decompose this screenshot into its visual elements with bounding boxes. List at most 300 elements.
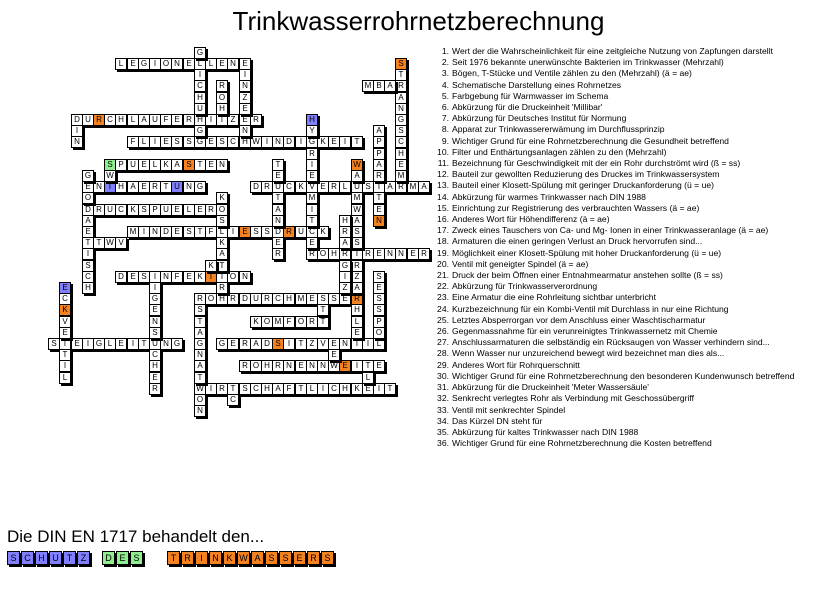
grid-cell[interactable]: T (373, 192, 385, 204)
grid-cell[interactable]: R (250, 114, 262, 126)
grid-cell[interactable]: R (183, 114, 195, 126)
grid-cell[interactable]: H (261, 360, 273, 372)
grid-cell[interactable]: R (395, 181, 407, 193)
grid-cell[interactable]: M (407, 181, 419, 193)
grid-cell[interactable]: T (306, 215, 318, 227)
grid-cell[interactable]: N (272, 215, 284, 227)
grid-cell[interactable]: K (216, 192, 228, 204)
grid-cell[interactable]: S (171, 136, 183, 148)
grid-cell[interactable]: O (82, 192, 94, 204)
grid-cell[interactable]: R (93, 114, 105, 126)
grid-cell[interactable]: R (149, 181, 161, 193)
grid-cell[interactable]: T (194, 226, 206, 238)
grid-cell[interactable]: N (317, 360, 329, 372)
grid-cell[interactable]: I (149, 136, 161, 148)
grid-cell[interactable]: I (149, 58, 161, 70)
grid-cell[interactable]: I (283, 338, 295, 350)
grid-cell[interactable]: D (261, 338, 273, 350)
grid-cell[interactable]: C (115, 204, 127, 216)
grid-cell[interactable]: R (216, 282, 228, 294)
grid-cell[interactable]: S (216, 215, 228, 227)
grid-cell[interactable]: L (339, 181, 351, 193)
grid-cell[interactable]: C (194, 80, 206, 92)
grid-cell[interactable]: M (127, 226, 139, 238)
grid-cell[interactable]: R (362, 248, 374, 260)
grid-cell[interactable]: W (194, 383, 206, 395)
grid-cell[interactable]: E (205, 159, 217, 171)
grid-cell[interactable]: T (295, 383, 307, 395)
grid-cell[interactable]: I (149, 282, 161, 294)
grid-cell[interactable]: E (339, 360, 351, 372)
grid-cell[interactable]: D (115, 271, 127, 283)
grid-cell[interactable]: M (295, 293, 307, 305)
grid-cell[interactable]: A (138, 114, 150, 126)
grid-cell[interactable]: S (138, 271, 150, 283)
grid-cell[interactable]: E (328, 349, 340, 361)
grid-cell[interactable]: F (283, 383, 295, 395)
grid-cell[interactable]: D (160, 226, 172, 238)
grid-cell[interactable]: H (216, 293, 228, 305)
grid-cell[interactable]: U (272, 181, 284, 193)
grid-cell[interactable]: Z (306, 338, 318, 350)
grid-cell[interactable]: K (216, 237, 228, 249)
grid-cell[interactable]: E (183, 58, 195, 70)
grid-cell[interactable]: L (115, 58, 127, 70)
grid-cell[interactable]: I (227, 226, 239, 238)
grid-cell[interactable]: E (216, 58, 228, 70)
grid-cell[interactable]: U (351, 181, 363, 193)
grid-cell[interactable]: O (216, 204, 228, 216)
grid-cell[interactable]: C (250, 383, 262, 395)
grid-cell[interactable]: V (306, 181, 318, 193)
grid-cell[interactable]: A (384, 80, 396, 92)
grid-cell[interactable]: C (149, 349, 161, 361)
grid-cell[interactable]: S (317, 293, 329, 305)
grid-cell[interactable]: A (373, 159, 385, 171)
grid-cell[interactable]: G (194, 136, 206, 148)
grid-cell[interactable]: P (373, 316, 385, 328)
grid-cell[interactable]: I (127, 338, 139, 350)
grid-cell[interactable]: G (306, 136, 318, 148)
grid-cell[interactable]: T (194, 316, 206, 328)
grid-cell[interactable]: E (306, 170, 318, 182)
grid-cell[interactable]: H (306, 114, 318, 126)
grid-cell[interactable]: A (339, 237, 351, 249)
grid-cell[interactable]: L (138, 136, 150, 148)
grid-cell[interactable]: A (351, 282, 363, 294)
grid-cell[interactable]: O (317, 248, 329, 260)
grid-cell[interactable]: D (239, 293, 251, 305)
grid-cell[interactable]: I (373, 383, 385, 395)
grid-cell[interactable]: H (115, 114, 127, 126)
grid-cell[interactable]: N (239, 80, 251, 92)
grid-cell[interactable]: N (339, 338, 351, 350)
grid-cell[interactable]: T (160, 181, 172, 193)
grid-cell[interactable]: G (194, 47, 206, 59)
grid-cell[interactable]: T (272, 159, 284, 171)
grid-cell[interactable]: K (205, 260, 217, 272)
grid-cell[interactable]: N (239, 271, 251, 283)
grid-cell[interactable]: E (149, 372, 161, 384)
grid-cell[interactable]: Z (227, 114, 239, 126)
grid-cell[interactable]: I (82, 338, 94, 350)
grid-cell[interactable]: V (59, 316, 71, 328)
grid-cell[interactable]: T (351, 248, 363, 260)
grid-cell[interactable]: L (104, 338, 116, 350)
grid-cell[interactable]: S (272, 338, 284, 350)
grid-cell[interactable]: G (93, 338, 105, 350)
grid-cell[interactable]: S (373, 293, 385, 305)
grid-cell[interactable]: S (373, 271, 385, 283)
grid-cell[interactable]: U (295, 226, 307, 238)
grid-cell[interactable]: R (239, 360, 251, 372)
grid-cell[interactable]: L (216, 226, 228, 238)
grid-cell[interactable]: N (194, 405, 206, 417)
grid-cell[interactable]: E (227, 338, 239, 350)
grid-cell[interactable]: R (373, 170, 385, 182)
grid-cell[interactable]: H (395, 148, 407, 160)
grid-cell[interactable]: U (149, 114, 161, 126)
grid-cell[interactable]: V (115, 237, 127, 249)
grid-cell[interactable]: T (216, 260, 228, 272)
grid-cell[interactable]: I (306, 204, 318, 216)
grid-cell[interactable]: G (194, 125, 206, 137)
grid-cell[interactable]: E (115, 338, 127, 350)
grid-cell[interactable]: A (127, 181, 139, 193)
grid-cell[interactable]: R (261, 293, 273, 305)
grid-cell[interactable]: E (373, 360, 385, 372)
grid-cell[interactable]: E (306, 293, 318, 305)
grid-cell[interactable]: A (250, 338, 262, 350)
grid-cell[interactable]: A (272, 383, 284, 395)
grid-cell[interactable]: R (93, 204, 105, 216)
grid-cell[interactable]: E (59, 327, 71, 339)
grid-cell[interactable]: N (373, 215, 385, 227)
grid-cell[interactable]: G (138, 58, 150, 70)
grid-cell[interactable]: M (362, 80, 374, 92)
grid-cell[interactable]: R (306, 316, 318, 328)
grid-cell[interactable]: E (127, 58, 139, 70)
grid-cell[interactable]: F (171, 271, 183, 283)
grid-cell[interactable]: F (160, 114, 172, 126)
grid-cell[interactable]: E (407, 248, 419, 260)
grid-cell[interactable]: N (160, 271, 172, 283)
grid-cell[interactable]: I (82, 248, 94, 260)
grid-cell[interactable]: N (283, 360, 295, 372)
grid-cell[interactable]: S (362, 181, 374, 193)
grid-cell[interactable]: W (351, 159, 363, 171)
grid-cell[interactable]: D (283, 136, 295, 148)
grid-cell[interactable]: R (261, 181, 273, 193)
grid-cell[interactable]: R (351, 293, 363, 305)
grid-cell[interactable]: H (194, 92, 206, 104)
grid-cell[interactable]: S (82, 260, 94, 272)
grid-cell[interactable]: S (138, 204, 150, 216)
grid-cell[interactable]: O (261, 316, 273, 328)
grid-cell[interactable]: O (295, 316, 307, 328)
grid-cell[interactable]: W (104, 170, 116, 182)
grid-cell[interactable]: S (216, 136, 228, 148)
grid-cell[interactable]: I (339, 136, 351, 148)
grid-cell[interactable]: R (216, 80, 228, 92)
grid-cell[interactable]: C (104, 114, 116, 126)
grid-cell[interactable]: H (216, 103, 228, 115)
grid-cell[interactable]: H (239, 136, 251, 148)
grid-cell[interactable]: R (194, 293, 206, 305)
grid-cell[interactable]: E (239, 103, 251, 115)
grid-cell[interactable]: K (160, 159, 172, 171)
grid-cell[interactable]: S (183, 159, 195, 171)
grid-cell[interactable]: E (272, 170, 284, 182)
grid-cell[interactable]: I (261, 136, 273, 148)
grid-cell[interactable]: R (306, 248, 318, 260)
grid-cell[interactable]: T (138, 338, 150, 350)
grid-cell[interactable]: I (138, 226, 150, 238)
grid-cell[interactable]: N (227, 58, 239, 70)
grid-cell[interactable]: U (127, 159, 139, 171)
grid-cell[interactable]: N (71, 136, 83, 148)
grid-cell[interactable]: D (71, 114, 83, 126)
grid-cell[interactable]: E (239, 226, 251, 238)
grid-cell[interactable]: E (362, 383, 374, 395)
grid-cell[interactable]: E (373, 282, 385, 294)
grid-cell[interactable]: W (250, 136, 262, 148)
grid-cell[interactable]: Y (306, 125, 318, 137)
grid-cell[interactable]: E (183, 271, 195, 283)
grid-cell[interactable]: C (59, 293, 71, 305)
grid-cell[interactable]: E (339, 293, 351, 305)
grid-cell[interactable]: K (127, 204, 139, 216)
grid-cell[interactable]: P (373, 148, 385, 160)
grid-cell[interactable]: R (216, 383, 228, 395)
grid-cell[interactable]: H (149, 360, 161, 372)
grid-cell[interactable]: N (384, 248, 396, 260)
grid-cell[interactable]: L (59, 372, 71, 384)
grid-cell[interactable]: L (149, 159, 161, 171)
grid-cell[interactable]: N (194, 349, 206, 361)
grid-cell[interactable]: R (239, 338, 251, 350)
grid-cell[interactable]: A (384, 181, 396, 193)
grid-cell[interactable]: I (239, 69, 251, 81)
grid-cell[interactable]: D (250, 181, 262, 193)
grid-cell[interactable]: E (239, 58, 251, 70)
grid-cell[interactable]: D (272, 226, 284, 238)
grid-cell[interactable]: A (171, 159, 183, 171)
grid-cell[interactable]: E (171, 204, 183, 216)
grid-cell[interactable]: E (373, 248, 385, 260)
grid-cell[interactable]: F (127, 136, 139, 148)
grid-cell[interactable]: K (59, 304, 71, 316)
grid-cell[interactable]: N (183, 181, 195, 193)
grid-cell[interactable]: E (59, 282, 71, 294)
grid-cell[interactable]: U (171, 181, 183, 193)
grid-cell[interactable]: G (82, 170, 94, 182)
grid-cell[interactable]: G (395, 114, 407, 126)
grid-cell[interactable]: H (194, 114, 206, 126)
grid-cell[interactable]: T (205, 271, 217, 283)
grid-cell[interactable]: T (272, 192, 284, 204)
grid-cell[interactable]: E (395, 159, 407, 171)
grid-cell[interactable]: E (205, 136, 217, 148)
grid-cell[interactable]: T (93, 237, 105, 249)
grid-cell[interactable]: U (82, 114, 94, 126)
grid-cell[interactable]: N (306, 360, 318, 372)
grid-cell[interactable]: U (160, 204, 172, 216)
grid-cell[interactable]: T (362, 360, 374, 372)
grid-cell[interactable]: E (272, 237, 284, 249)
grid-cell[interactable]: U (149, 338, 161, 350)
grid-cell[interactable]: K (317, 136, 329, 148)
grid-cell[interactable]: S (373, 304, 385, 316)
grid-cell[interactable]: I (295, 136, 307, 148)
grid-cell[interactable]: E (71, 338, 83, 350)
grid-cell[interactable]: S (194, 304, 206, 316)
grid-cell[interactable]: V (317, 338, 329, 350)
grid-cell[interactable]: L (205, 58, 217, 70)
grid-cell[interactable]: K (317, 226, 329, 238)
grid-cell[interactable]: T (351, 136, 363, 148)
grid-cell[interactable]: G (171, 338, 183, 350)
grid-cell[interactable]: R (272, 360, 284, 372)
grid-cell[interactable]: C (227, 394, 239, 406)
grid-cell[interactable]: P (149, 204, 161, 216)
grid-cell[interactable]: O (216, 92, 228, 104)
grid-cell[interactable]: F (283, 316, 295, 328)
grid-cell[interactable]: S (149, 327, 161, 339)
grid-cell[interactable]: R (149, 383, 161, 395)
grid-cell[interactable]: S (183, 226, 195, 238)
grid-cell[interactable]: T (317, 316, 329, 328)
grid-cell[interactable]: I (317, 383, 329, 395)
grid-cell[interactable]: G (194, 181, 206, 193)
grid-cell[interactable]: T (351, 338, 363, 350)
grid-cell[interactable]: H (115, 181, 127, 193)
grid-cell[interactable]: T (317, 304, 329, 316)
grid-cell[interactable]: H (339, 383, 351, 395)
grid-cell[interactable]: R (339, 248, 351, 260)
grid-cell[interactable]: O (160, 58, 172, 70)
grid-cell[interactable]: E (171, 114, 183, 126)
grid-cell[interactable]: R (283, 226, 295, 238)
grid-cell[interactable]: R (328, 181, 340, 193)
grid-cell[interactable]: S (239, 383, 251, 395)
grid-cell[interactable]: N (149, 226, 161, 238)
grid-cell[interactable]: N (272, 136, 284, 148)
grid-cell[interactable]: A (82, 215, 94, 227)
grid-cell[interactable]: S (395, 58, 407, 70)
grid-cell[interactable]: K (194, 271, 206, 283)
grid-cell[interactable]: I (59, 360, 71, 372)
grid-cell[interactable]: E (171, 226, 183, 238)
grid-cell[interactable]: T (227, 383, 239, 395)
grid-cell[interactable]: N (216, 159, 228, 171)
grid-cell[interactable]: I (306, 159, 318, 171)
grid-cell[interactable]: W (351, 204, 363, 216)
grid-cell[interactable]: K (250, 316, 262, 328)
grid-cell[interactable]: H (82, 282, 94, 294)
grid-cell[interactable]: I (351, 360, 363, 372)
grid-cell[interactable]: E (127, 271, 139, 283)
grid-cell[interactable]: R (306, 148, 318, 160)
grid-cell[interactable]: F (205, 226, 217, 238)
grid-cell[interactable]: S (351, 226, 363, 238)
grid-cell[interactable]: A (418, 181, 430, 193)
grid-cell[interactable]: N (93, 181, 105, 193)
grid-cell[interactable]: S (261, 226, 273, 238)
grid-cell[interactable]: O (373, 327, 385, 339)
grid-cell[interactable]: R (351, 260, 363, 272)
grid-cell[interactable]: E (149, 304, 161, 316)
grid-cell[interactable]: T (59, 338, 71, 350)
grid-cell[interactable]: O (227, 271, 239, 283)
grid-cell[interactable]: O (250, 360, 262, 372)
grid-cell[interactable]: S (328, 293, 340, 305)
grid-cell[interactable]: M (395, 170, 407, 182)
grid-cell[interactable]: T (384, 383, 396, 395)
grid-cell[interactable]: A (373, 125, 385, 137)
grid-cell[interactable]: E (317, 181, 329, 193)
grid-cell[interactable]: H (339, 215, 351, 227)
grid-cell[interactable]: K (295, 181, 307, 193)
grid-cell[interactable]: C (306, 226, 318, 238)
grid-cell[interactable]: T (373, 181, 385, 193)
grid-cell[interactable]: A (351, 215, 363, 227)
grid-cell[interactable]: H (283, 293, 295, 305)
grid-cell[interactable]: H (261, 383, 273, 395)
grid-cell[interactable]: M (272, 316, 284, 328)
grid-cell[interactable]: Z (239, 92, 251, 104)
grid-cell[interactable]: I (71, 125, 83, 137)
grid-cell[interactable]: C (272, 293, 284, 305)
grid-cell[interactable]: R (272, 248, 284, 260)
grid-cell[interactable]: T (59, 349, 71, 361)
grid-cell[interactable]: N (395, 103, 407, 115)
grid-cell[interactable]: E (306, 237, 318, 249)
grid-cell[interactable]: N (160, 338, 172, 350)
grid-cell[interactable]: Z (339, 282, 351, 294)
grid-cell[interactable]: O (194, 394, 206, 406)
grid-cell[interactable]: S (183, 136, 195, 148)
grid-cell[interactable]: R (205, 204, 217, 216)
grid-cell[interactable]: U (194, 103, 206, 115)
grid-cell[interactable]: P (115, 159, 127, 171)
grid-cell[interactable]: A (351, 170, 363, 182)
grid-cell[interactable]: E (138, 181, 150, 193)
grid-cell[interactable]: S (48, 338, 60, 350)
grid-cell[interactable]: T (194, 372, 206, 384)
grid-cell[interactable]: H (351, 304, 363, 316)
grid-cell[interactable]: E (239, 114, 251, 126)
grid-cell[interactable]: L (362, 372, 374, 384)
grid-cell[interactable]: Z (351, 271, 363, 283)
grid-cell[interactable]: N (149, 316, 161, 328)
grid-cell[interactable]: I (194, 69, 206, 81)
grid-cell[interactable]: E (373, 204, 385, 216)
grid-cell[interactable]: K (351, 383, 363, 395)
grid-cell[interactable]: L (127, 114, 139, 126)
grid-cell[interactable]: C (82, 271, 94, 283)
grid-cell[interactable]: D (82, 204, 94, 216)
grid-cell[interactable]: C (227, 136, 239, 148)
grid-cell[interactable]: G (339, 260, 351, 272)
grid-cell[interactable]: B (373, 80, 385, 92)
grid-cell[interactable]: G (194, 338, 206, 350)
grid-cell[interactable]: R (418, 248, 430, 260)
grid-cell[interactable]: I (205, 383, 217, 395)
grid-cell[interactable]: E (160, 136, 172, 148)
grid-cell[interactable]: N (395, 248, 407, 260)
grid-cell[interactable]: T (295, 338, 307, 350)
